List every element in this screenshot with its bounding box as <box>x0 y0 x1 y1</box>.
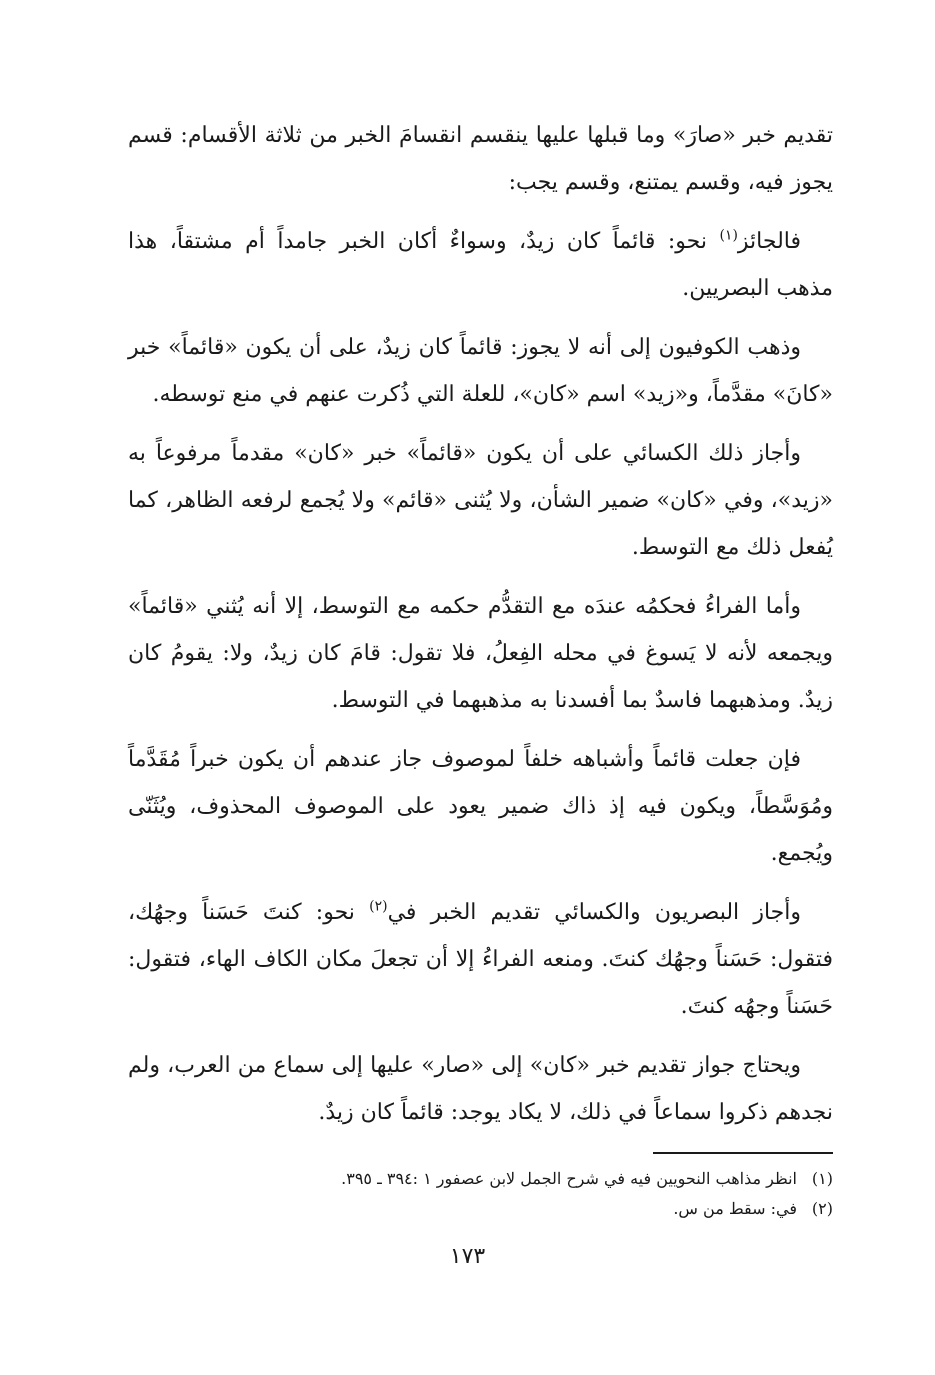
paragraph-7 <box>128 889 833 1030</box>
footnote-ref-2[interactable]: (٢) <box>369 898 388 915</box>
footnote-2 <box>128 1194 833 1224</box>
footnote-1 <box>128 1164 833 1194</box>
page-number: ١٧٣ <box>449 1244 486 1269</box>
paragraph-2 <box>128 218 833 312</box>
footnotes <box>128 1152 833 1224</box>
paragraph-1: تقديم خبر «صارَ» وما قبلها عليها ينقسم انقسامَ الخبر من ثلاثة الأقسام: قسم يجوز فيه، وقسم يمتنع، وقسم يجب: <box>128 123 833 195</box>
paragraph-5: وأما الفراءُ فحكمُه عندَه مع التقدُّم حكمه مع التوسط، إلا أنه يُثني «قائماً» ويجمعه لأنه لا يَسوغ في محله الفِعلُ، فلا تقول: قامَ كان زيدٌ، ولا: يقومُ كان زيدٌ. ومذهبهما فاسدٌ بما أفسدنا به مذهبهما في التوسط. <box>128 594 833 713</box>
footnote-2-text: في: سقط من س. <box>673 1199 797 1218</box>
paragraph-2-lead: فالجائز <box>737 229 802 254</box>
paragraph-7-text: نحو: كنتَ حَسَناً وجهُك، فتقول: حَسَناً وجهُك كنتَ. ومنعه الفراءُ إلا أن تجعلَ مكان الكاف الهاء، فتقول: حَسَناً وجهُه كنتَ. <box>128 900 833 1019</box>
footnote-ref-1[interactable]: (١) <box>719 227 738 244</box>
footnote-2-number: (٢) <box>811 1199 833 1218</box>
paragraph-6: فإن جعلت قائماً وأشباهه خلفاً لموصوف جاز عندهم أن يكون خبراً مُقَدَّماً ومُوَسَّطاً، ويكون فيه إذ ذاك ضمير يعود على الموصوف المحذوف، ويُثَنّى ويُجمع. <box>128 747 833 866</box>
page-body <box>128 112 833 1148</box>
paragraph-7-lead: وأجاز البصريون والكسائي تقديم الخبر في <box>387 900 801 925</box>
footnote-1-text: انظر مذاهب النحويين فيه في شرح الجمل لابن عصفور ١ :٣٩٤ ـ ٣٩٥. <box>341 1169 797 1188</box>
footnote-1-number: (١) <box>811 1169 833 1188</box>
paragraph-2-text: نحو: قائماً كان زيدٌ، وسواءٌ أكان الخبر جامداً أم مشتقاً، هذا مذهب البصريين. <box>128 229 833 301</box>
paragraph-4: وأجاز ذلك الكسائي على أن يكون «قائماً» خبر «كان» مقدماً مرفوعاً به «زيد»، وفي «كان» ضمير الشأن، ولا يُثنى «قائم» ولا يُجمع لرفعه الظاهر، كما يُفعل ذلك مع التوسط. <box>128 441 833 560</box>
paragraph-3: وذهب الكوفيون إلى أنه لا يجوز: قائماً كان زيدٌ، على أن يكون «قائماً» خبر «كانَ» مقدَّماً، و«زيد» اسم «كان»، للعلة التي ذُكرت عنهم في منع توسطه. <box>128 335 833 407</box>
paragraph-8: ويحتاج جواز تقديم خبر «كان» إلى «صار» عليها إلى سماع من العرب، ولم نجدهم ذكروا سماعاً في ذلك، لا يكاد يوجد: قائماً كان زيدٌ. <box>128 1053 833 1125</box>
footnote-divider <box>653 1152 833 1154</box>
